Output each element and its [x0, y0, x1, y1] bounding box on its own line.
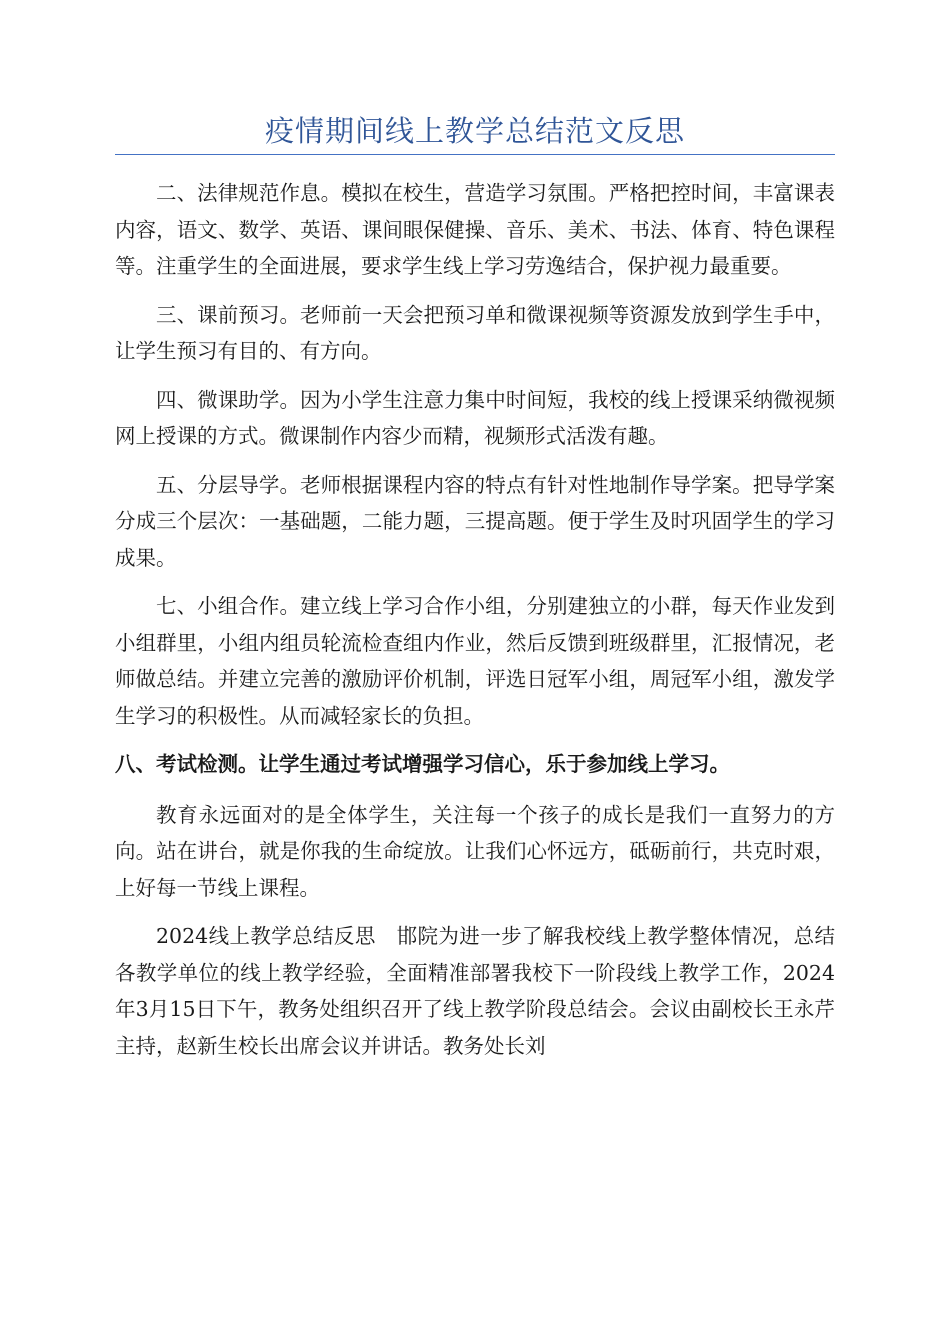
paragraph-group-cooperation: 七、小组合作。建立线上学习合作小组，分别建独立的小群，每天作业发到小组群里，小组内组员轮流检查组内作业，然后反馈到班级群里，汇报情况，老师做总结。并建立完善的激励评价机制，评选日冠军小组，周冠军小组，激发学生学习的积极性。从而减轻家长的负担。 — [115, 594, 835, 728]
paragraph-schedule: 二、法律规范作息。模拟在校生，营造学习氛围。严格把控时间，丰富课表内容，语文、数学、英语、课间眼保健操、音乐、美术、书法、体育、特色课程等。注重学生的全面进展，要求学生线上学习劳逸结合，保护视力最重要。 — [115, 181, 835, 278]
document-body — [115, 175, 835, 1064]
document-title: 疫情期间线上教学总结范文反思 — [264, 114, 685, 148]
paragraph-education-closing: 教育永远面对的是全体学生，关注每一个孩子的成长是我们一直努力的方向。站在讲台，就是你我的生命绽放。让我们心怀远方，砥砺前行，共克时艰，上好每一节线上课程。 — [115, 802, 835, 900]
paragraph-microlesson: 四、微课助学。因为小学生注意力集中时间短，我校的线上授课采纳微视频网上授课的方式。微课制作内容少而精，视频形式活泼有趣。 — [115, 387, 835, 448]
title-underline — [115, 154, 835, 155]
paragraph-preview: 三、课前预习。老师前一天会把预习单和微课视频等资源发放到学生手中，让学生预习有目的、有方向。 — [115, 302, 835, 363]
paragraph-2024-summary: 2024线上教学总结反思 邯院为进一步了解我校线上教学整体情况，总结各教学单位的线上教学经验，全面精准部署我校下一阶段线上教学工作，2024年3月15日下午，教务处组织召开了线上教学阶段总结会。会议由副校长王永芹主持，赵新生校长出席会议并讲话。教务处长刘 — [115, 924, 835, 1058]
paragraph-layered-guidance: 五、分层导学。老师根据课程内容的特点有针对性地制作导学案。把导学案分成三个层次：一基础题，二能力题，三提高题。便于学生及时巩固学生的学习成果。 — [115, 472, 835, 570]
paragraph-exam-heading: 八、考试检测。让学生通过考试增强学习信心，乐于参加线上学习。 — [115, 752, 730, 776]
